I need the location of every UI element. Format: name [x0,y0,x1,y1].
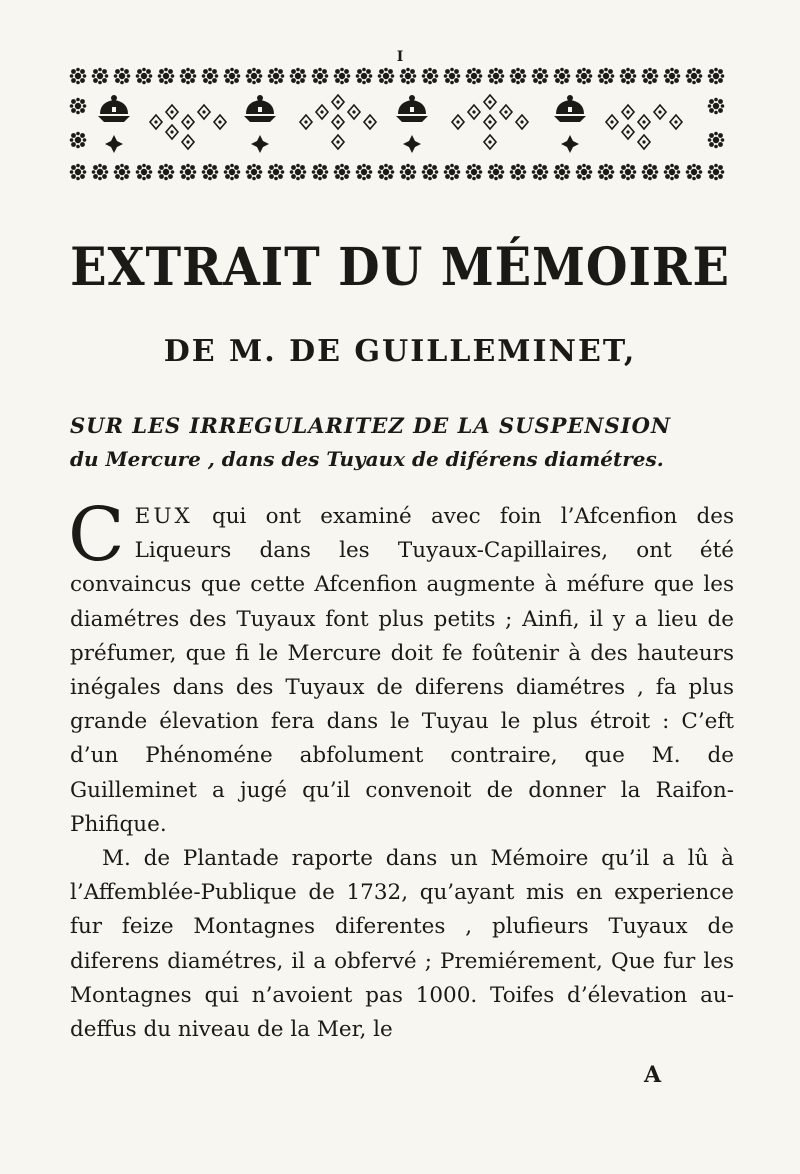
paragraph-2: M. de Plantade raporte dans un Mémoire qu’il a lû à l’Affemblée-Publique de 1732, qu’ayant mis en experience fur feize Montagnes diferentes , plufieurs Tuyaux de diferens diamétres, il a obfervé ; Premiérement, Que fur les Montagnes qui n’avoient pas 1000. Toifes d’élevation au-deffus du niveau de la Mer, le [70,846,734,1043]
paragraph-1-text: qui ont examiné avec foin l’Afcenfion des Liqueurs dans les Tuyaux-Capillaires, ont été convaincus que cette Afcenfion augmente à méfure que les diamétres des Tuyaux font plus petits ; Ainfi, il y a lieu de préfumer, que fi le Mercure doit fe foûtenir à des hauteurs inégales dans des Tuyaux de diferens diamétres , fa plus grande élevation fera dans le Tuyau le plus étroit : C’eft d’un Phénoméne abfolument contraire, que M. de Guilleminet a jugé qu’il convenoit de donner la Raifon-Phifique. [70,504,734,837]
topic-heading-line-1: SUR LES IRREGULARITEZ DE LA SUSPENSION [70,413,672,438]
lead-word: EUX [134,504,193,529]
body-text [68,492,734,1047]
signature-mark: A [644,1062,662,1088]
paragraph-1 [68,492,734,842]
page-mark: I [396,49,404,65]
fleuron-border-ornament-icon [68,64,736,184]
drop-cap: C [68,492,125,578]
topic-heading-line-2: du Mercure , dans des Tuyaux de diférens diamétres. [70,447,664,471]
author-heading: DE M. DE GUILLEMINET, [163,334,637,369]
page-title: EXTRAIT DU MÉMOIRE [70,237,730,298]
